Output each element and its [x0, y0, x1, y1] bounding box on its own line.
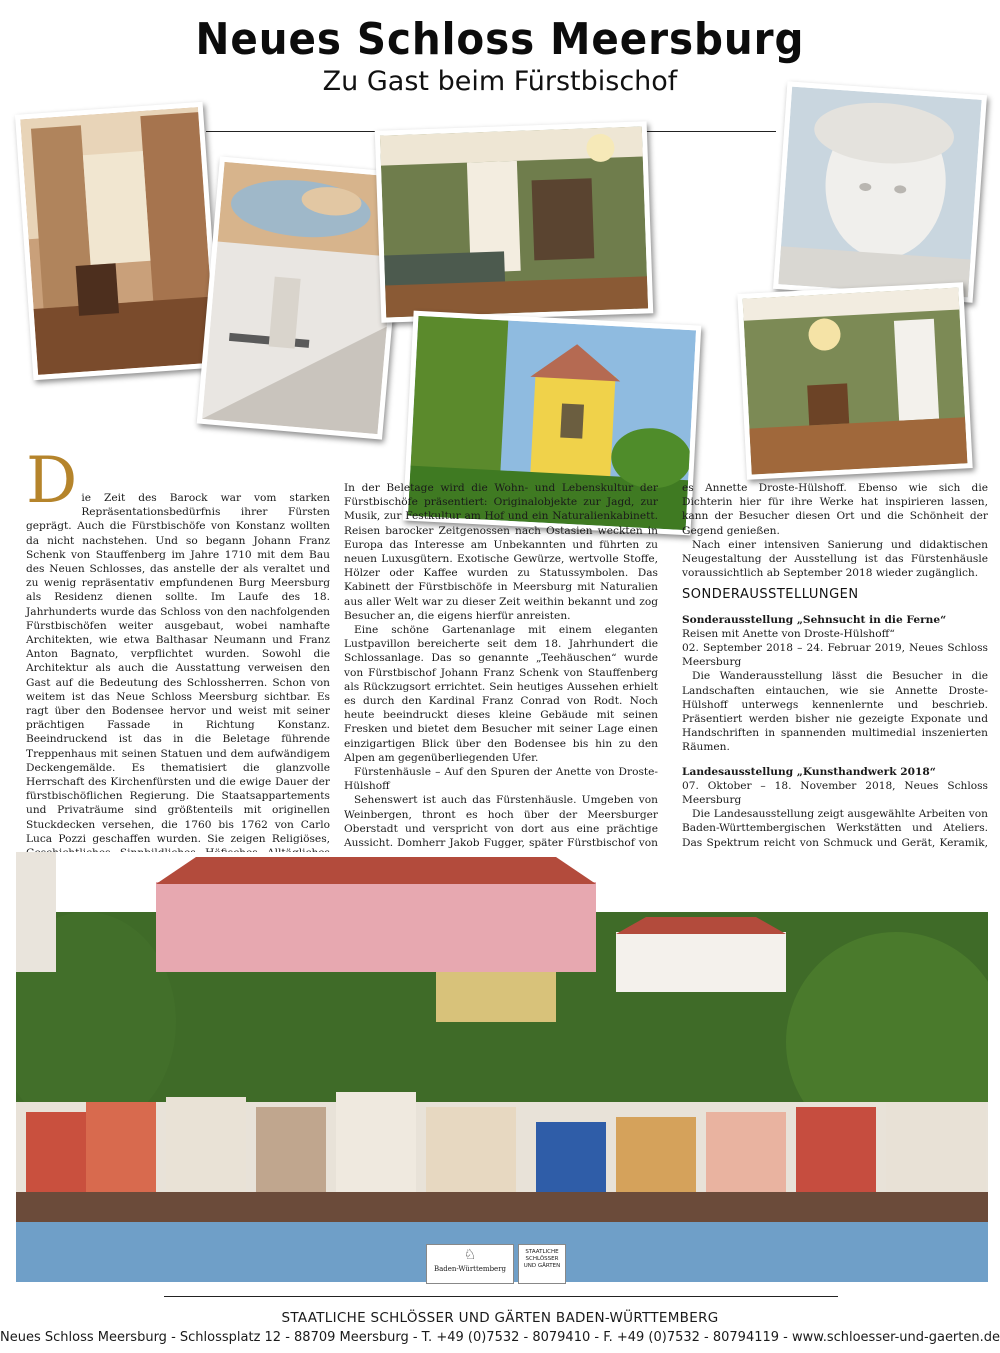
exhibition-1-title: Sonderausstellung „Sehnsucht in die Ferne“	[682, 613, 947, 626]
header-rule-left	[206, 131, 380, 132]
photo-sculpture	[773, 81, 987, 302]
exhibition-1-dates: 02. September 2018 – 24. Februar 2019, Neues Schloss Meersburg	[682, 642, 988, 669]
photo-bedroom	[15, 102, 221, 380]
exhibition-2-text-body: Die Landesausstellung zeigt ausgewählte Arbeiten von Baden-Württembergischen Werkstätten und Ateliers. Das Spektrum reicht von Schmuck und Gerät, Keramik,	[682, 808, 988, 849]
footer-organization: STAATLICHE SCHLÖSSER UND GÄRTEN BADEN-WÜRTTEMBERG	[281, 1310, 719, 1326]
photo-staircase	[197, 156, 406, 439]
coat-of-arms-icon: ♘	[463, 1247, 477, 1263]
article-intro-text: ie Zeit des Barock war vom starken Repräsentationsbedürfnis ihrer Fürsten geprägt. Auch die Fürstbischöfe von Konstanz wollten da nicht nachstehen. Und so begann Johann Franz Schenk von Stauffenberg im Jahre 1710 mit dem Bau des Neuen Schlosses, das anstelle der als veraltet und zu wenig repräsentativ empfundenen Burg Meersburg als Residenz dienen sollte. Im Laufe des 18. Jahrhunderts wurde das Schloss von den nachfolgenden Fürstbischöfen weiter ausgebaut, wobei namhafte Architekten, wie etwa Balthasar Neumann und Franz Anton Bagnato, verpflichtet wurden. Sowohl die Architektur als auch die Ausstattung verweisen den Gast auf die Bedeutung des Schlossherren. Schon von weitem ist das Neue Schloss Meersburg sichtbar. Es ragt über den Bodensee hervor und weist mit seiner prächtigen Fassade in Richtung Konstanz. Beeindruckend ist das in die Beletage führende Treppenhaus mit seinen Statuen und dem aufwändigem Deckengemälde. Es thematisiert die glanzvolle Herrschaft des Kirchenfürsten und die ewige Dauer der fürstbischöflichen Regierung. Die Staatsappartements und Privaträume sind größtenteils mit originellen Stuckdecken versehen, die 1760 bis 1762 von Carlo Luca Pozzi geschaffen wurden. Sie zeigen Religiöses,	[26, 492, 330, 845]
logo-baden-wuerttemberg	[426, 1244, 514, 1284]
exhibition-1-subtitle: Reisen mit Anette von Droste-Hülshoff“	[682, 627, 895, 640]
logo-ssg-line3: UND GÄRTEN	[523, 1263, 561, 1269]
drop-cap: D	[26, 444, 78, 518]
article-renovation-text: Nach einer intensiven Sanierung und didaktischen Neugestaltung der Ausstellung ist das Fürstenhäusle voraussichtlich ab September 2018 wieder zugänglich.	[682, 538, 988, 580]
article-beletage-text: In der Beletage wird die Wohn- und Lebenskultur der Fürstbischöfe präsentiert: Originalobjekte zur Jagd, zur Musik, zur Festkultur am Hof und ein Naturalienkabinett. Reisen barocker Zeitgenossen nach Ostasien weckten in Europa das Interesse am Unbekannten und führten zu neuen Luxusgütern. Exotische Gewürze, wertvolle Stoffe, Hölzer oder Kaffee wurden zu Statussymbolen. Das Kabinett der Fürstbischöfe in Meersburg mit Naturalien aus aller Welt war zu dieser Zeit weithin bekannt und zog Besucher an, die eigens hierfür anreisten.	[344, 482, 658, 622]
logo-ssg-line2: SCHLÖSSER	[525, 1256, 559, 1262]
logo-bw-label: Baden-Württemberg	[433, 1265, 507, 1273]
photo-green-salon	[375, 121, 654, 322]
photo-salon	[737, 282, 972, 480]
panorama-photo	[16, 852, 988, 1282]
exhibition-1-text: Die Wanderausstellung lässt die Besucher in die Landschaften eintauchen, wie sie Annette Droste-Hülshoff unterwegs kennenlernte und beschrieb. Präsentiert werden bisher nie gezeigte Exponate und Handschriften in spannenden multimedial inszenierten Räumen.	[682, 670, 988, 754]
exhibition-2-dates: 07. Oktober – 18. November 2018, Neues Schloss Meersburg	[682, 779, 988, 807]
page-subtitle: Zu Gast beim Fürstbischof	[322, 66, 678, 97]
article-fuerstenhaeusle-heading: Fürstenhäusle – Auf den Spuren der Anette von Droste-Hülshoff	[344, 766, 658, 793]
exhibition-2-title: Landesausstellung „Kunsthandwerk 2018“	[682, 765, 936, 778]
exhibitions-heading: SONDERAUSSTELLUNGEN	[682, 587, 859, 603]
logo-ssg	[518, 1244, 566, 1284]
article-fuerstenhaeusle-text: Sehenswert ist auch das Fürstenhäusle. Umgeben von Weinbergen, thront es hoch über der Meersburger Oberstadt und verspricht von dort aus eine prächtige Aussicht. Domherr Jakob Fugger, später Fürstbischof von	[344, 794, 658, 850]
article-column-1	[26, 444, 330, 903]
article-droste-text: es Annette Droste-Hülshoff. Ebenso wie sich die Dichterin hier für ihre Werke hat inspirieren lassen, kann der Besucher diesen Ort und die Schönheit der Gegend genießen.	[682, 482, 988, 537]
footer-rule	[164, 1296, 838, 1297]
footer-address: Neues Schloss Meersburg - Schlossplatz 12 - 88709 Meersburg - T. +49 (0)7532 - 8079410 - F. +49 (0)7532 - 80794119 - www.schloesser-und-gaerten.de	[0, 1330, 1000, 1345]
article-column-2	[344, 481, 658, 893]
article-garden-text: Eine schöne Gartenanlage mit einem eleganten Lustpavillon bereicherte seit dem 18. Jahrhundert die Schlossanlage. Das so genannte „Teehäuschen“ wurde von Fürstbischof Johann Franz Schenk von Stauffenberg als Rückzugsort errichtet. Sein heutiges Aussehen erhielt es durch den Kardinal Franz Conrad von Rodt. Noch heute beeindruckt dieses kleine Gebäude mit seinen Fresken und bietet dem Besucher mit seiner Lage einen einzigartigen Blick über den Bodensee bis hin zu den Alpen am gegenüberliegenden Ufer.	[344, 624, 658, 764]
page-title: Neues Schloss Meersburg	[195, 14, 805, 65]
logo-ssg-line1: STAATLICHE	[525, 1249, 559, 1255]
